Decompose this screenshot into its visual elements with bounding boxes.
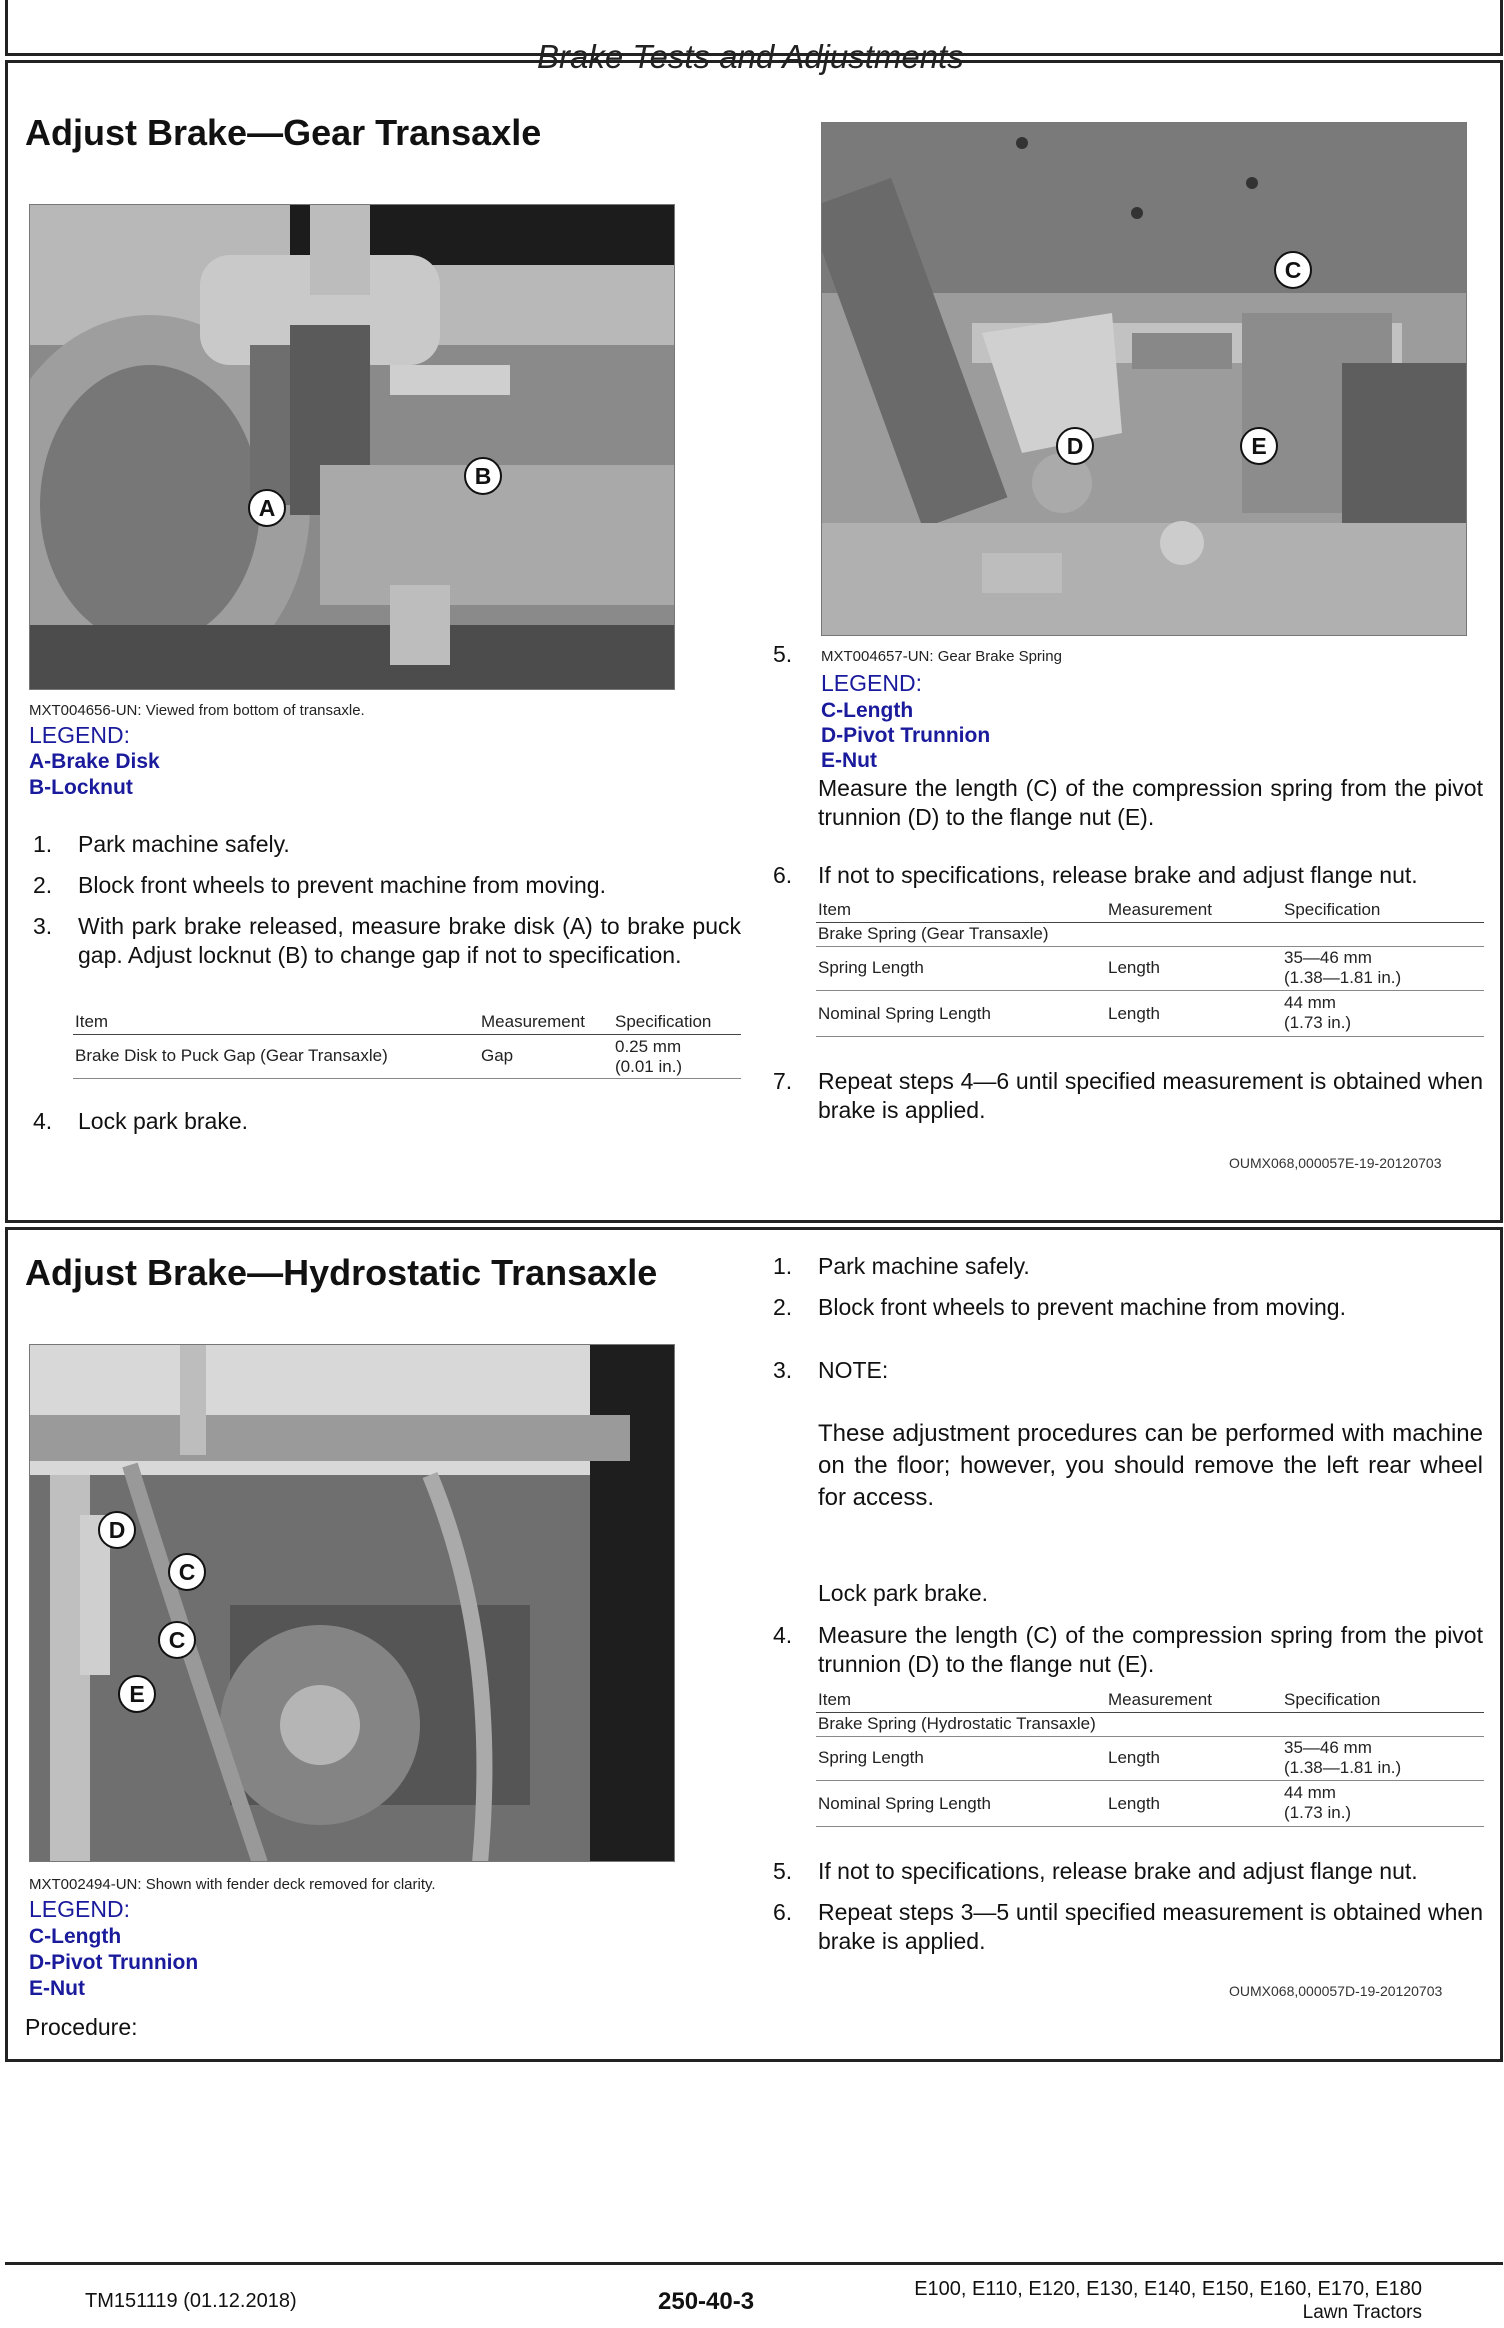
td-item: Spring Length [818, 1748, 924, 1767]
step-4 [773, 1621, 1483, 1681]
th-item: Item [818, 900, 852, 919]
legend-item: D-Pivot Trunnion [29, 1951, 199, 1974]
legend-item: B-Locknut [29, 776, 133, 799]
step-text: If not to specifications, release brake and adjust flange nut. [818, 862, 1418, 888]
td-spec-imperial: (1.38—1.81 in.) [1284, 968, 1402, 987]
step-6 [773, 1898, 1483, 1958]
step-number: 3. [33, 913, 53, 939]
running-header: Brake Tests and Adjustments [537, 38, 964, 75]
callout-c: C [158, 1621, 196, 1659]
row-divider [816, 1780, 1484, 1781]
th-specification: Specification [615, 1012, 712, 1031]
step-4 [33, 1107, 741, 1137]
td-item: Nominal Spring Length [818, 1794, 991, 1813]
procedure-label: Procedure: [25, 2014, 138, 2040]
step-text: Measure the length (C) of the compression spring from the pivot trunnion (D) to the flange nut (E). [818, 1622, 1483, 1677]
callout-e: E [1240, 427, 1278, 465]
step-text: Lock park brake. [78, 1108, 249, 1134]
step-number: 2. [33, 872, 53, 898]
footer-rule [5, 2262, 1503, 2265]
step-text: Park machine safely. [78, 831, 290, 857]
note-label: NOTE: [818, 1357, 889, 1383]
footer-doc-id: TM151119 (01.12.2018) [85, 2290, 297, 2312]
td-measurement: Length [1108, 1794, 1160, 1813]
callout-c: C [168, 1553, 206, 1591]
td-measurement: Length [1108, 1004, 1160, 1023]
step-text: With park brake released, measure brake disk (A) to brake puck gap. Adjust locknut (B) to change gap if not to specification. [78, 913, 741, 968]
row-divider [816, 946, 1484, 947]
footer-models: E100, E110, E120, E130, E140, E150, E160, E170, E180 [914, 2278, 1422, 2300]
step-6 [773, 861, 1483, 891]
callout-d: D [98, 1511, 136, 1549]
td-spec-imperial: (1.73 in.) [1284, 1803, 1352, 1822]
legend-item: E-Nut [29, 1977, 85, 2000]
td-measurement: Length [1108, 958, 1160, 977]
step-3 [33, 912, 741, 1002]
legend-item: D-Pivot Trunnion [821, 724, 991, 747]
step-number: 5. [773, 1858, 793, 1884]
step-1 [773, 1252, 1483, 1282]
td-item: Nominal Spring Length [818, 1004, 991, 1023]
step-number: 1. [33, 831, 53, 857]
table-group: Brake Spring (Gear Transaxle) [818, 924, 1049, 943]
td-item: Spring Length [818, 958, 924, 977]
reference-code: OUMX068,000057D-19-20120703 [1229, 1983, 1443, 1999]
row-divider [816, 1826, 1484, 1827]
photo1-legend-label: LEGEND: [29, 722, 130, 748]
td-measurement: Length [1108, 1748, 1160, 1767]
step-5 [773, 1857, 1483, 1887]
photo-hydrostatic-brake [29, 1344, 675, 1862]
th-measurement: Measurement [481, 1012, 585, 1031]
photo3-caption: MXT002494-UN: Shown with fender deck removed for clarity. [29, 1876, 436, 1893]
step-text: Park machine safely. [818, 1253, 1030, 1279]
row-divider [73, 1078, 741, 1079]
step-text: Block front wheels to prevent machine from moving. [78, 872, 606, 898]
step-text: Block front wheels to prevent machine from moving. [818, 1294, 1346, 1320]
step-number: 4. [773, 1622, 793, 1648]
footer-page-number: 250-40-3 [658, 2288, 755, 2315]
step-2 [33, 871, 741, 901]
td-measurement: Gap [481, 1046, 514, 1065]
spec-table-spring-hydrostatic [816, 1688, 1484, 1832]
section-title: Adjust Brake—Hydrostatic Transaxle [25, 1252, 658, 1293]
reference-code: OUMX068,000057E-19-20120703 [1229, 1155, 1442, 1171]
step-1 [33, 830, 741, 860]
callout-a: A [248, 489, 286, 527]
step-text: Repeat steps 3—5 until specified measurement is obtained when brake is applied. [818, 1899, 1483, 1954]
td-spec: 0.25 mm [615, 1037, 682, 1056]
th-specification: Specification [1284, 900, 1381, 919]
row-divider [816, 990, 1484, 991]
callout-d: D [1056, 427, 1094, 465]
step-2 [773, 1293, 1483, 1323]
td-spec: 44 mm [1284, 993, 1336, 1012]
td-spec-imperial: (1.38—1.81 in.) [1284, 1758, 1402, 1777]
step-number: 6. [773, 1899, 793, 1925]
th-item: Item [75, 1012, 109, 1031]
td-item: Brake Disk to Puck Gap (Gear Transaxle) [75, 1046, 388, 1065]
step-3-text: Lock park brake. [818, 1580, 989, 1606]
note-text: These adjustment procedures can be performed with machine on the floor; however, you should remove the left rear wheel for access. [818, 1420, 1483, 1511]
legend-item: E-Nut [821, 749, 877, 772]
spec-table-spring-gear [816, 898, 1484, 1042]
photo3-legend-label: LEGEND: [29, 1896, 130, 1922]
th-specification: Specification [1284, 1690, 1381, 1709]
legend-item: A-Brake Disk [29, 750, 160, 773]
row-divider [816, 1736, 1484, 1737]
callout-e: E [118, 1675, 156, 1713]
callout-c: C [1274, 251, 1312, 289]
photo2-caption: MXT004657-UN: Gear Brake Spring [821, 648, 1062, 665]
photo2-legend-label: LEGEND: [821, 670, 922, 696]
td-spec: 35—46 mm [1284, 948, 1372, 967]
photo1-caption: MXT004656-UN: Viewed from bottom of transaxle. [29, 702, 365, 719]
step-3 [773, 1356, 1483, 1386]
step-text: Repeat steps 4—6 until specified measurement is obtained when brake is applied. [818, 1068, 1483, 1123]
step-number: 6. [773, 862, 793, 888]
table-header [816, 1688, 1484, 1713]
th-measurement: Measurement [1108, 900, 1212, 919]
step-7 [773, 1067, 1483, 1127]
td-spec: 35—46 mm [1284, 1738, 1372, 1757]
step-number: 7. [773, 1068, 793, 1094]
photo-brake-disk [29, 204, 675, 690]
td-spec-imperial: (0.01 in.) [615, 1057, 683, 1076]
th-item: Item [818, 1690, 852, 1709]
step-5-number: 5. [773, 641, 793, 667]
step-number: 2. [773, 1294, 793, 1320]
section-title: Adjust Brake—Gear Transaxle [25, 112, 542, 153]
photo-gear-brake-spring [821, 122, 1467, 636]
callout-b: B [464, 457, 502, 495]
step-number: 4. [33, 1108, 53, 1134]
spec-table-gap [73, 1010, 741, 1082]
step-number: 3. [773, 1357, 793, 1383]
step-5-text: Measure the length (C) of the compression spring from the pivot trunnion (D) to the flange nut (E). [818, 775, 1483, 830]
legend-item: C-Length [29, 1925, 122, 1948]
table-header [816, 898, 1484, 923]
table-group: Brake Spring (Hydrostatic Transaxle) [818, 1714, 1096, 1733]
step-text: If not to specifications, release brake and adjust flange nut. [818, 1858, 1418, 1884]
td-spec-imperial: (1.73 in.) [1284, 1013, 1352, 1032]
td-spec: 44 mm [1284, 1783, 1336, 1802]
legend-item: C-Length [821, 699, 914, 722]
step-number: 1. [773, 1253, 793, 1279]
row-divider [816, 1036, 1484, 1037]
footer-product: Lawn Tractors [1302, 2302, 1422, 2323]
table-header [73, 1010, 741, 1035]
th-measurement: Measurement [1108, 1690, 1212, 1709]
